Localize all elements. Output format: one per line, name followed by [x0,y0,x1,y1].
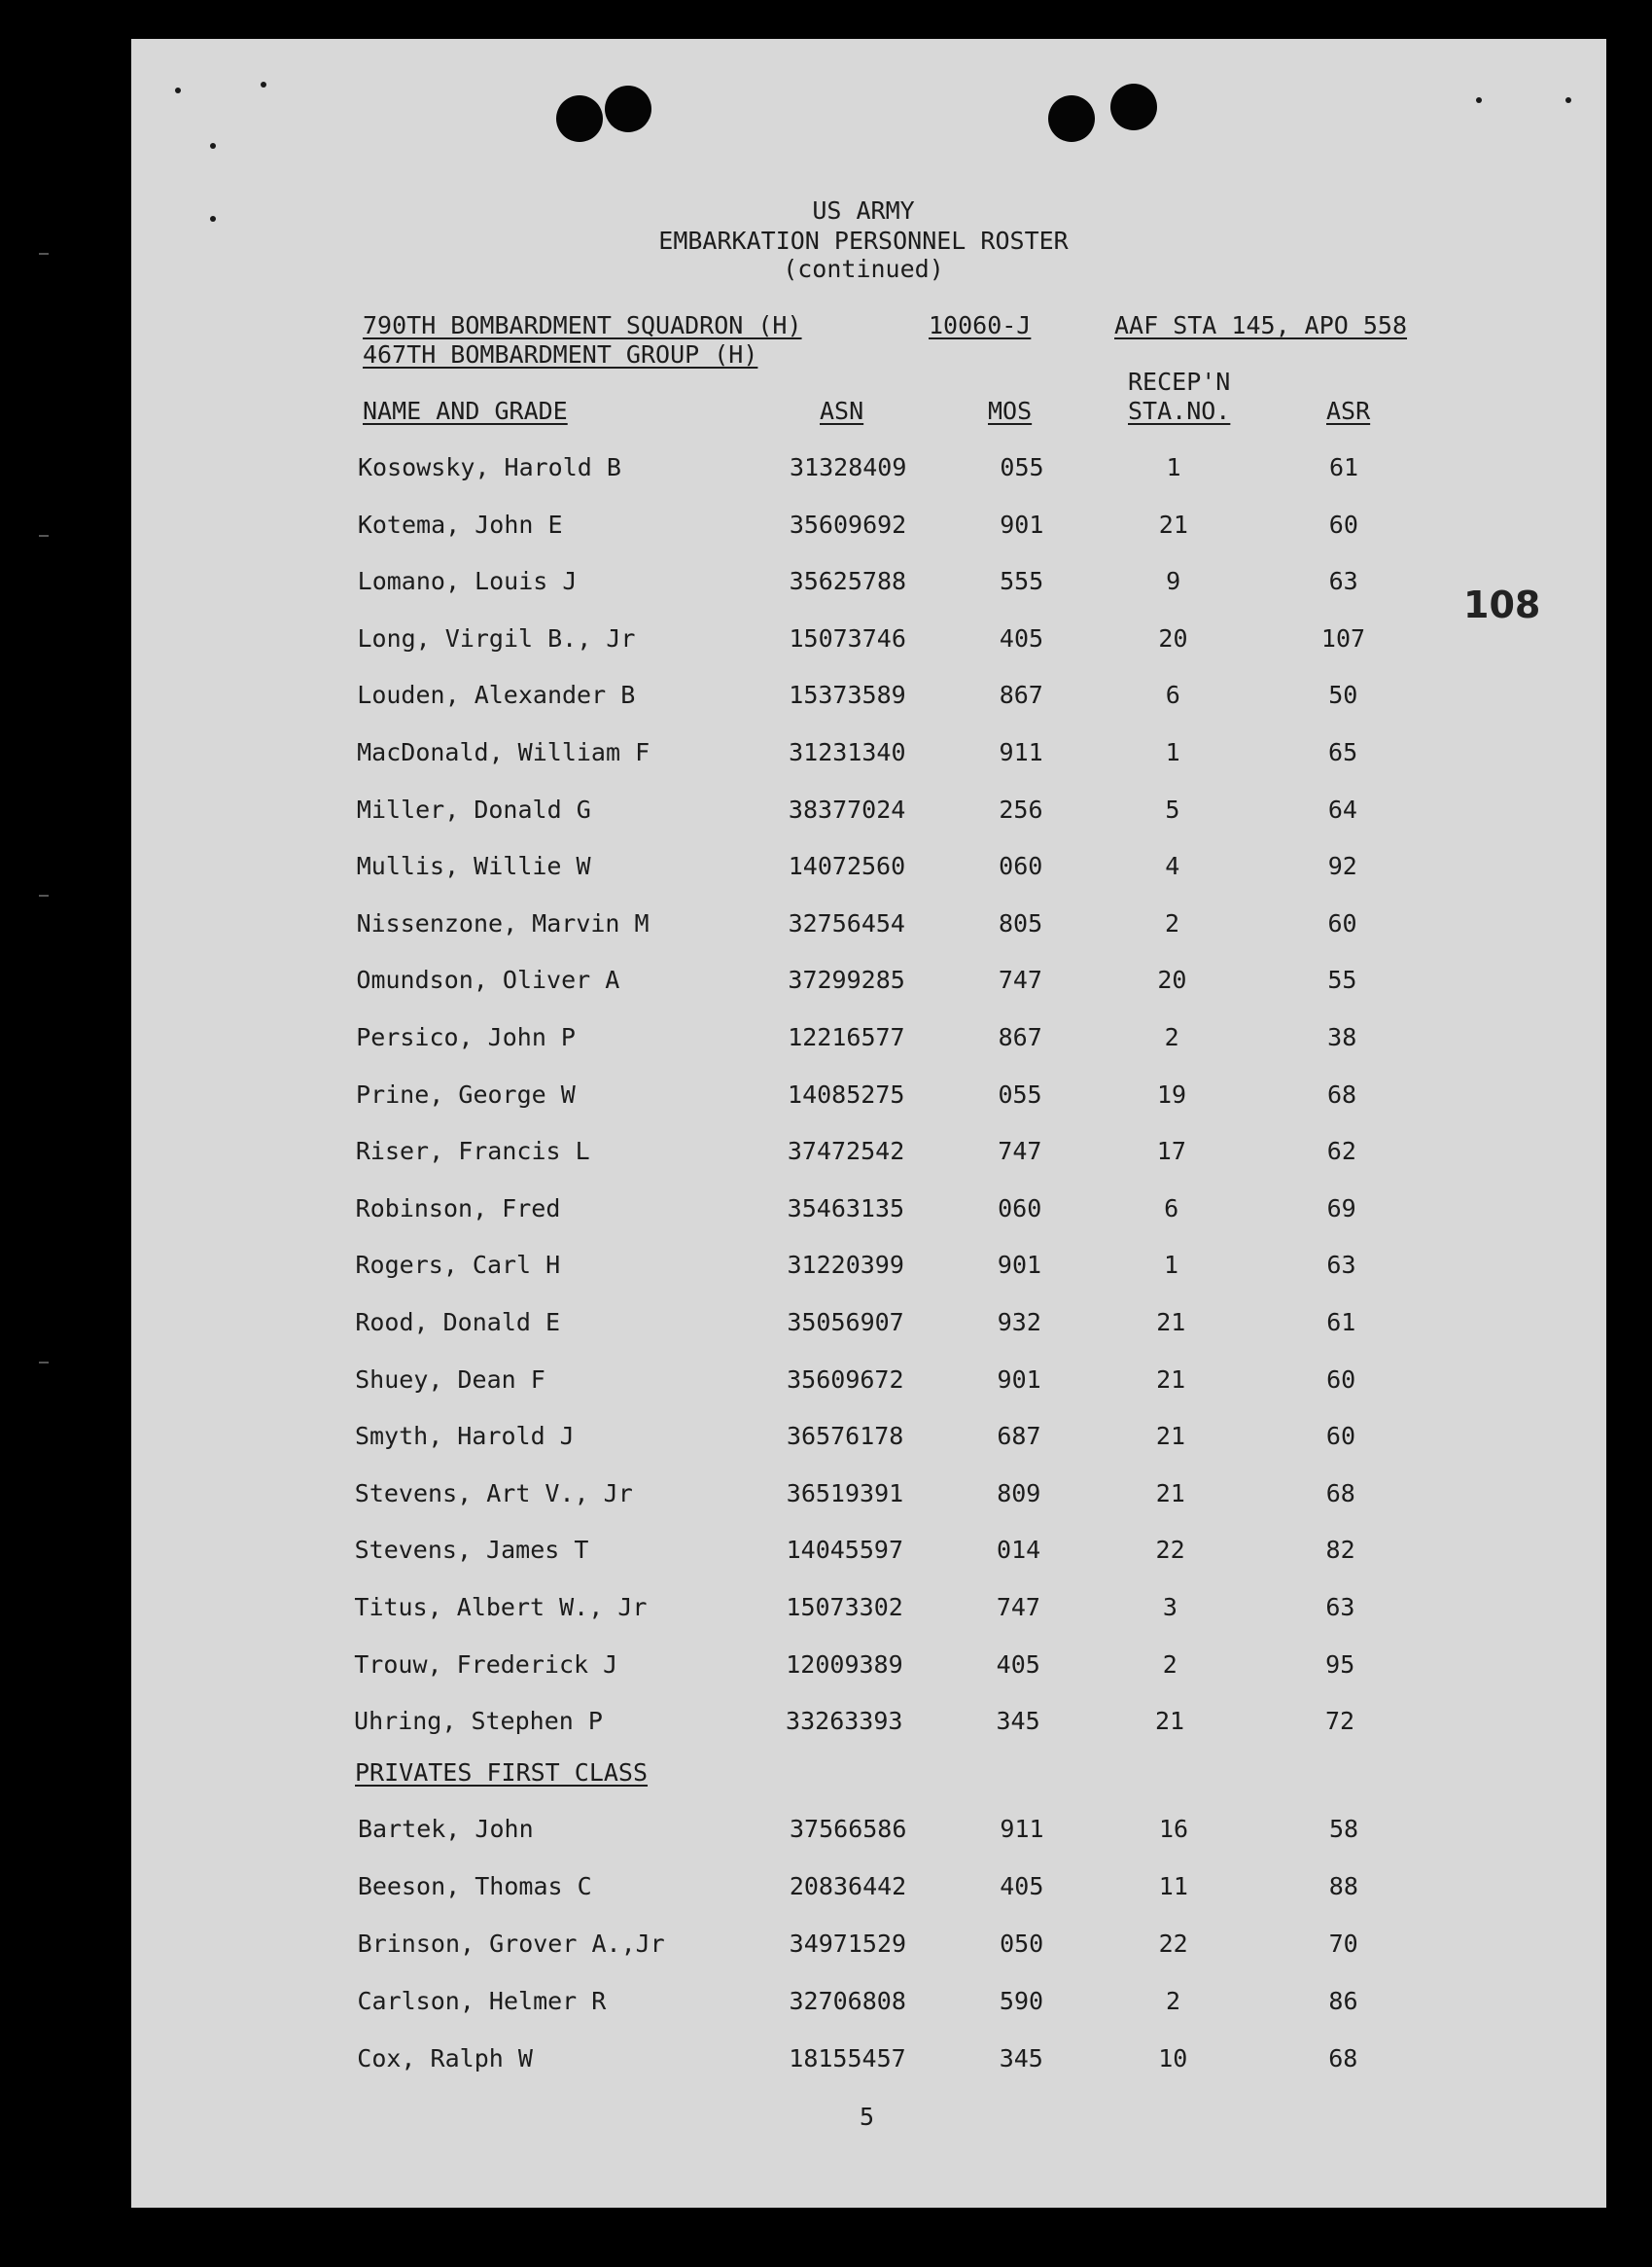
unit-code: 10060-J [929,311,1032,339]
cell-asr: 72 [1324,1707,1355,1736]
cell-asn: 20836442 [789,1872,907,1900]
cell-name: Louden, Alexander B [357,681,636,710]
speck [210,143,216,149]
section-title-pfc: PRIVATES FIRST CLASS [355,1758,649,1787]
cell-asn: 32756454 [788,908,905,938]
speck [261,82,266,88]
cell-mos: 809 [997,1478,1041,1507]
group-name: 467TH BOMBARDMENT GROUP (H) [363,340,758,369]
cell-asr: 61 [1326,1308,1356,1336]
table-row [0,1479,1652,1518]
table-row [0,1251,1652,1290]
cell-sta: 1 [1166,453,1181,481]
cell-asn: 15073302 [786,1593,903,1621]
cell-asn: 37566586 [790,1815,907,1843]
cell-sta: 4 [1165,852,1180,881]
cell-sta: 21 [1155,1422,1185,1451]
cell-asn: 12216577 [788,1023,905,1051]
table-row [0,624,1652,663]
table-row [0,1815,1652,1854]
cell-sta: 22 [1158,1930,1188,1958]
cell-mos: 747 [998,1137,1042,1166]
cell-asr: 68 [1328,2044,1358,2072]
header-line-1: US ARMY [812,196,915,225]
cell-name: Lomano, Louis J [357,567,578,596]
cell-asn: 35625788 [789,567,907,596]
cell-sta: 19 [1156,1080,1187,1109]
cell-name: Beeson, Thomas C [357,1872,592,1900]
cell-asn: 31231340 [789,738,906,766]
cell-sta: 21 [1155,1478,1185,1507]
cell-name: Shuey, Dean F [355,1364,545,1394]
table-row [0,2044,1652,2083]
cell-asn: 38377024 [788,795,906,824]
table-row [0,909,1652,948]
cell-name: Riser, Francis L [355,1137,590,1166]
cell-name: Kosowsky, Harold B [358,453,621,481]
cell-asr: 68 [1325,1478,1355,1507]
cell-name: Robinson, Fred [355,1193,561,1222]
cell-asn: 15373589 [789,681,906,710]
cell-asn: 14072560 [788,852,906,881]
cell-asr: 63 [1325,1593,1355,1621]
cell-sta: 20 [1157,966,1187,995]
table-row [0,1593,1652,1632]
cell-name: Titus, Albert W., Jr [354,1593,648,1621]
cell-name: Kotema, John E [357,510,563,539]
cell-sta: 21 [1156,1308,1186,1336]
cell-name: Prine, George W [356,1080,576,1109]
column-header-name: NAME AND GRADE [363,397,568,425]
speck [210,216,216,222]
cell-sta: 6 [1164,1193,1179,1222]
cell-sta: 2 [1164,1023,1179,1051]
cell-sta: 20 [1158,623,1188,653]
cell-asr: 68 [1326,1080,1357,1109]
table-row [0,1422,1652,1461]
table-row [0,1987,1652,2026]
cell-name: Trouw, Frederick J [354,1649,618,1679]
table-row [0,567,1652,606]
table-row [0,1930,1652,1968]
cell-name: MacDonald, William F [357,738,650,766]
cell-mos: 256 [999,795,1043,824]
table-row [0,511,1652,549]
cell-asr: 63 [1328,567,1358,596]
cell-sta: 17 [1156,1137,1186,1166]
cell-mos: 867 [998,1023,1042,1051]
cell-name: Mullis, Willie W [356,852,591,881]
table-row [0,1650,1652,1689]
cell-sta: 21 [1158,510,1188,539]
cell-asr: 107 [1320,623,1366,653]
table-row [0,681,1652,720]
cell-asr: 92 [1327,852,1357,881]
column-header-sta-top: RECEP'N [1128,368,1231,396]
speck [1476,97,1482,103]
speck [175,88,181,93]
column-header-asr: ASR [1326,397,1371,425]
cell-asr: 60 [1327,908,1357,938]
table-row [0,796,1652,834]
cell-mos: 405 [996,1649,1040,1679]
cell-mos: 901 [997,1251,1042,1280]
cell-asn: 37472542 [787,1137,905,1166]
cell-asn: 35056907 [787,1308,904,1336]
cell-mos: 911 [999,738,1043,766]
cell-asr: 62 [1326,1137,1356,1166]
cell-mos: 060 [999,852,1043,881]
cell-sta: 10 [1158,2044,1188,2072]
cell-name: Brinson, Grover A.,Jr [357,1930,665,1958]
cell-sta: 2 [1165,1987,1180,2015]
cell-asn: 36576178 [786,1422,904,1451]
header-line-3: (continued) [783,255,944,283]
cell-sta: 3 [1162,1593,1177,1621]
cell-sta: 16 [1158,1815,1189,1843]
table-row [0,453,1652,492]
page-number: 5 [860,2103,875,2131]
cell-asn: 33263393 [786,1707,903,1736]
edge-mark [39,253,49,255]
table-row [0,738,1652,777]
cell-mos: 805 [998,908,1043,938]
cell-asn: 12009389 [786,1649,903,1679]
table-row [0,1536,1652,1575]
squadron-name: 790TH BOMBARDMENT SQUADRON (H) [363,311,802,339]
cell-sta: 21 [1154,1707,1185,1736]
column-header-sta-bottom: STA.NO. [1128,397,1231,425]
cell-asr: 70 [1328,1930,1358,1958]
table-row [0,966,1652,1005]
cell-asr: 38 [1327,1023,1357,1051]
cell-mos: 405 [1000,1872,1044,1900]
cell-asr: 69 [1326,1193,1356,1222]
table-row [0,1023,1652,1062]
cell-asn: 35463135 [787,1193,905,1222]
cell-mos: 747 [998,966,1042,995]
edge-mark [39,1362,49,1364]
speck [1565,97,1571,103]
cell-name: Uhring, Stephen P [354,1707,603,1736]
table-row [0,852,1652,891]
page-stamp-number: 108 [1463,584,1541,626]
cell-mos: 901 [997,1364,1041,1394]
cell-asn: 36519391 [786,1478,904,1507]
cell-mos: 014 [997,1536,1041,1565]
cell-name: Carlson, Helmer R [357,1987,607,2015]
cell-asr: 88 [1328,1872,1358,1900]
cell-asr: 50 [1328,681,1358,710]
cell-mos: 687 [997,1422,1041,1451]
cell-asr: 58 [1328,1815,1359,1843]
cell-sta: 22 [1155,1536,1185,1565]
cell-sta: 11 [1158,1872,1188,1900]
table-row [0,1308,1652,1347]
cell-mos: 055 [998,1080,1042,1109]
cell-sta: 2 [1162,1649,1177,1679]
cell-asn: 35609672 [787,1364,904,1394]
cell-asr: 95 [1325,1649,1355,1679]
cell-mos: 747 [996,1593,1040,1621]
punch-hole [605,86,651,132]
cell-sta: 9 [1166,567,1181,596]
punch-hole [1048,95,1095,142]
cell-asr: 86 [1328,1987,1358,2015]
cell-sta: 1 [1163,1251,1179,1280]
cell-asr: 60 [1328,510,1358,539]
cell-asr: 55 [1327,966,1357,995]
cell-asr: 65 [1328,738,1358,766]
cell-asn: 15073746 [789,623,906,653]
cell-mos: 405 [999,623,1044,653]
table-row [0,1365,1652,1404]
cell-sta: 21 [1156,1364,1186,1394]
cell-asn: 14045597 [786,1536,904,1565]
punch-hole [556,95,603,142]
cell-name: Rood, Donald E [355,1308,561,1336]
cell-mos: 060 [998,1193,1042,1222]
cell-asn: 31328409 [790,453,907,481]
table-row [0,1872,1652,1911]
cell-name: Stevens, James T [354,1536,589,1565]
cell-asn: 14085275 [788,1080,905,1109]
cell-mos: 911 [1000,1815,1044,1843]
cell-name: Bartek, John [358,1815,534,1843]
cell-mos: 590 [999,1987,1044,2015]
cell-name: Persico, John P [356,1023,576,1051]
cell-mos: 055 [1000,453,1044,481]
cell-name: Omundson, Oliver A [356,966,620,995]
cell-sta: 1 [1165,738,1180,766]
table-row [0,1194,1652,1233]
cell-asn: 37299285 [788,966,905,995]
column-header-mos: MOS [988,397,1033,425]
cell-asr: 60 [1326,1364,1356,1394]
column-header-asn: ASN [820,397,864,425]
cell-mos: 901 [1000,510,1044,539]
cell-name: Long, Virgil B., Jr [357,623,636,653]
table-row [0,1137,1652,1176]
cell-sta: 5 [1165,795,1180,824]
cell-asr: 61 [1328,453,1359,481]
cell-asn: 32706808 [789,1987,906,2015]
cell-name: Stevens, Art V., Jr [354,1478,633,1507]
cell-mos: 932 [997,1308,1041,1336]
cell-mos: 050 [1000,1930,1044,1958]
cell-asn: 18155457 [789,2044,906,2072]
cell-asr: 60 [1325,1422,1355,1451]
station-info: AAF STA 145, APO 558 [1114,311,1408,339]
cell-asn: 34971529 [789,1930,907,1958]
punch-hole [1110,84,1157,130]
cell-asr: 82 [1325,1536,1355,1565]
table-row [0,1080,1652,1119]
cell-sta: 6 [1165,681,1180,710]
cell-name: Nissenzone, Marvin M [356,908,650,938]
cell-asr: 63 [1326,1251,1356,1280]
cell-name: Cox, Ralph W [357,2044,533,2072]
cell-mos: 867 [999,681,1043,710]
cell-asn: 35609692 [789,510,907,539]
cell-name: Rogers, Carl H [355,1251,561,1280]
cell-asn: 31220399 [787,1251,904,1280]
edge-mark [39,895,49,897]
table-row [0,1707,1652,1746]
cell-sta: 2 [1165,908,1180,938]
cell-name: Miller, Donald G [356,795,591,824]
header-line-2: EMBARKATION PERSONNEL ROSTER [658,227,1069,255]
cell-mos: 555 [1000,567,1044,596]
cell-asr: 64 [1327,795,1357,824]
cell-name: Smyth, Harold J [354,1422,575,1451]
cell-mos: 345 [999,2044,1043,2072]
cell-mos: 345 [996,1707,1040,1736]
